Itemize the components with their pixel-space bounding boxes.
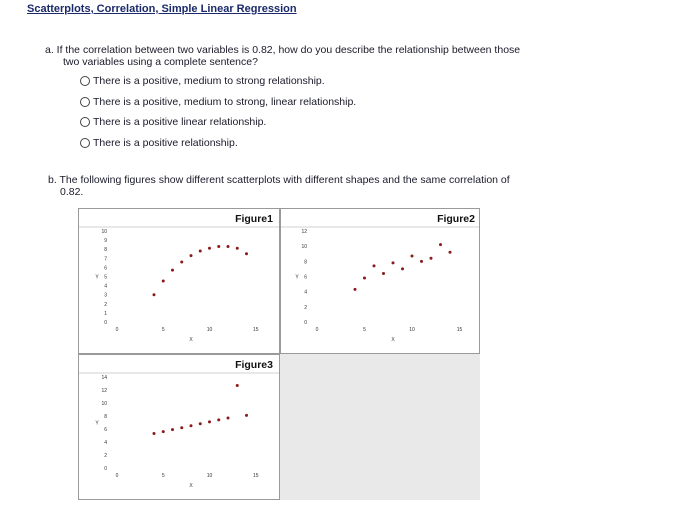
x-axis-label: X [189,483,193,489]
y-tick-label: 10 [101,229,107,235]
y-tick-label: 9 [104,238,107,245]
y-tick-label: 2 [104,453,107,459]
question-b-line2: 0.82. [60,186,84,198]
y-tick-label: 14 [101,375,107,381]
data-point [439,243,442,246]
answer-option-1[interactable] [80,71,356,92]
data-point [392,261,395,264]
data-point [430,257,433,260]
data-point [153,293,156,296]
answer-option-label: There is a positive, medium to strong relationship. [93,75,325,88]
data-point [420,260,423,263]
x-tick-label: 5 [161,327,165,333]
y-tick-label: 6 [104,427,107,433]
y-tick-label: 4 [104,440,107,446]
x-axis-label: X [391,337,395,343]
x-tick-label: 15 [456,327,463,333]
x-tick-label: 10 [409,327,415,333]
answer-option-label: There is a positive relationship. [93,136,238,149]
radio-button[interactable] [80,76,90,86]
data-point [162,280,165,283]
y-axis-label: Y [95,420,99,427]
data-point [363,277,366,280]
question-a-line1: a. If the correlation between two variables is 0.82, how do you describe the relationship between those [45,44,521,56]
y-tick-label: 1 [104,310,107,317]
data-point [449,251,452,254]
data-point [227,416,230,419]
y-tick-label: 12 [301,229,307,235]
y-tick-label: 10 [301,244,307,251]
chart-title: Figure1 [235,213,273,225]
y-tick-label: 12 [101,388,107,394]
answer-option-label: There is a positive, medium to strong, linear relationship. [93,95,357,108]
y-tick-label: 10 [101,401,107,407]
x-tick-label: 15 [252,473,259,479]
chart-title: Figure3 [235,359,273,371]
figure-1-panel [78,208,280,354]
chart-title: Figure2 [437,213,475,225]
y-tick-label: 0 [104,466,107,472]
radio-button[interactable] [80,138,90,148]
y-tick-label: 2 [304,304,307,311]
x-tick-label: 10 [206,473,213,479]
y-axis-label: Y [295,274,299,281]
data-point [199,422,202,425]
figures-panel [78,208,480,500]
y-tick-label: 0 [304,320,307,326]
y-tick-label: 5 [104,274,107,281]
data-point [190,424,193,427]
page-title[interactable]: Scatterplots, Correlation, Simple Linear Regression [27,3,297,15]
data-point [180,426,183,429]
question-a [45,44,605,68]
y-tick-label: 0 [104,320,107,326]
data-point [245,252,248,255]
x-tick-label: 10 [206,327,213,333]
y-tick-label: 8 [104,247,107,254]
data-point [227,245,230,248]
data-point [171,269,174,272]
figure-2-scatterplot [281,209,479,353]
data-point [180,260,183,263]
data-point [217,245,220,248]
answer-option-2[interactable] [80,92,356,113]
figure-3-panel [78,354,280,500]
x-axis-label: X [189,337,193,343]
data-point [411,255,414,258]
x-tick-label: 0 [315,327,319,333]
question-a-line2: two variables using a complete sentence? [63,56,258,68]
y-tick-label: 6 [304,274,307,281]
x-tick-label: 5 [363,327,366,333]
answer-option-4[interactable] [80,133,356,154]
y-tick-label: 4 [304,289,307,296]
y-tick-label: 6 [104,265,107,272]
data-point [382,272,385,275]
question-b [48,174,608,198]
data-point [373,264,376,267]
data-point [199,250,202,253]
figure-1-scatterplot [79,209,279,353]
data-point [153,432,156,435]
y-axis-label: Y [95,274,99,281]
y-tick-label: 4 [104,283,107,290]
y-tick-label: 2 [104,301,107,308]
empty-panel [280,354,480,500]
y-tick-label: 8 [304,259,307,266]
answer-options [80,71,356,153]
x-tick-label: 15 [252,327,259,333]
data-point [208,247,211,250]
data-point [236,247,239,250]
answer-option-3[interactable] [80,112,356,133]
data-point [236,384,239,387]
data-point [245,414,248,417]
data-point [208,420,211,423]
figure-2-panel [280,208,480,354]
question-b-line1: b. The following figures show different scatterplots with different shapes and the same correlation of [48,174,510,186]
data-point [354,288,357,291]
y-tick-label: 7 [104,256,107,263]
data-point [162,430,165,433]
answer-option-label: There is a positive linear relationship. [93,116,267,129]
data-point [401,267,404,270]
figure-3-scatterplot [79,355,279,499]
data-point [217,418,220,421]
y-tick-label: 8 [104,414,107,420]
y-tick-label: 3 [104,292,107,299]
data-point [171,428,174,431]
data-point [190,254,193,257]
x-tick-label: 0 [115,473,119,479]
radio-button[interactable] [80,97,90,107]
x-tick-label: 0 [115,327,119,333]
x-tick-label: 5 [161,473,165,479]
radio-button[interactable] [80,117,90,127]
